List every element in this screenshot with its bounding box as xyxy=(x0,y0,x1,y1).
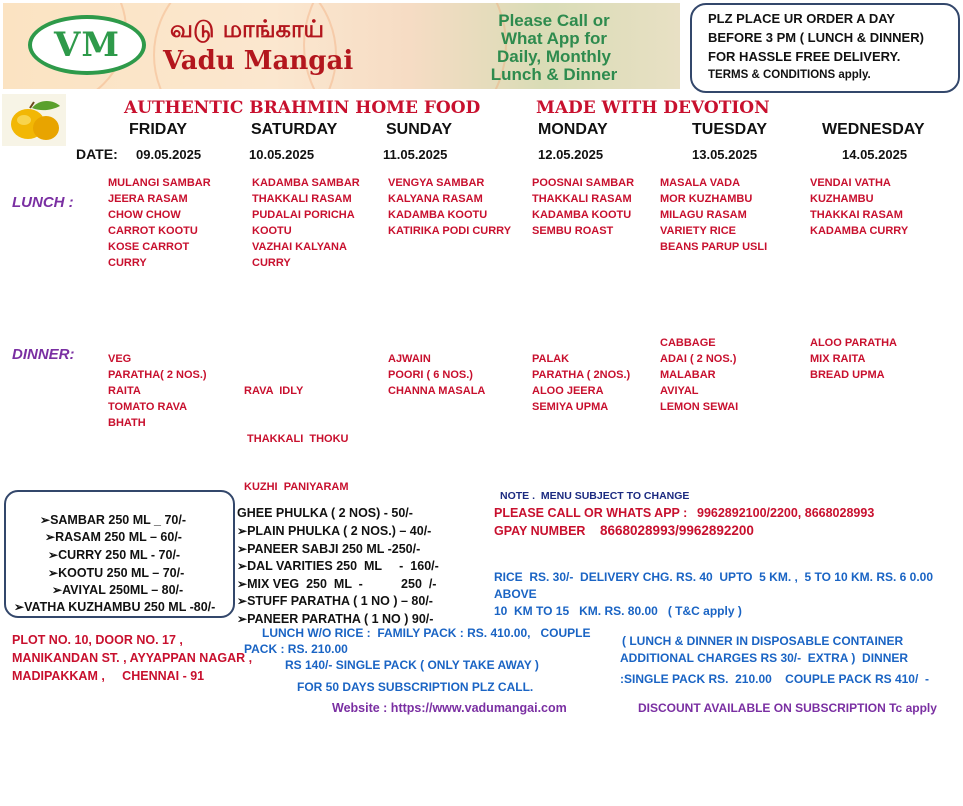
discount-note: DISCOUNT AVAILABLE ON SUBSCRIPTION Tc apply xyxy=(638,701,937,715)
dinner-label: DINNER: xyxy=(12,346,75,363)
menu-item: VEG xyxy=(108,353,132,365)
note-label: NOTE . xyxy=(500,490,536,502)
menu-item: BHATH xyxy=(108,417,146,429)
menu-item: SEMIYA UPMA xyxy=(532,401,609,413)
lunch-menu-friday xyxy=(108,175,211,271)
address-line: MANIKANDAN ST. , AYYAPPAN NAGAR , xyxy=(12,651,253,665)
menu-item: VENGYA SAMBAR xyxy=(388,177,485,189)
call-whatsapp-promo xyxy=(452,12,656,84)
menu-item: MALABAR xyxy=(660,369,716,381)
delivery-charge-line: 10 KM TO 15 KM. RS. 80.00 ( T&C apply ) xyxy=(494,604,742,618)
menu-item: CURRY xyxy=(252,257,291,269)
menu-item: VAZHAI KALYANA xyxy=(252,241,347,253)
menu-item: KALYANA RASAM xyxy=(388,193,483,205)
menu-item: PARATHA( 2 NOS.) xyxy=(108,369,207,381)
menu-item: KADAMBA SAMBAR xyxy=(252,177,360,189)
menu-item: PALAK xyxy=(532,353,570,365)
terms-text: TERMS & CONDITIONS xyxy=(708,69,836,81)
menu-item: KUZHAMBU xyxy=(810,193,874,205)
call-whatsapp-label: PLEASE CALL OR WHATS APP : xyxy=(494,506,688,520)
menu-item: THAKKALI RASAM xyxy=(532,193,632,205)
address-line: MADIPAKKAM , CHENNAI - 91 xyxy=(12,669,205,683)
promo-line: What App for xyxy=(500,29,608,48)
menu-item: BEANS PARUP USLI xyxy=(660,241,768,253)
vm-logo xyxy=(28,15,146,75)
price-text: VATHA KUZHAMBU 250 ML -80/- xyxy=(24,600,216,614)
date-monday: 12.05.2025 xyxy=(538,147,604,162)
menu-item: VENDAI VATHA xyxy=(810,177,891,189)
lunch-wo-rice-line: PACK : RS. 210.00 xyxy=(244,642,348,656)
menu-item: KOOTU xyxy=(252,225,292,237)
menu-item: THAKKAI RASAM xyxy=(810,209,903,221)
price-item: ➢AVIYAL 250ML – 80/- xyxy=(52,583,184,597)
dinner-menu-friday xyxy=(108,351,207,431)
day-header-tuesday: TUESDAY xyxy=(692,121,767,138)
order-line: BEFORE 3 PM ( LUNCH & DINNER) xyxy=(708,30,924,45)
menu-item: KADAMBA CURRY xyxy=(810,225,909,237)
extra-item: ➢PANEER PARATHA ( 1 NO ) 90/- xyxy=(237,612,434,626)
menu-item: JEERA RASAM xyxy=(108,193,188,205)
tamil-brand-name: வடு மாங்காய் xyxy=(170,15,325,43)
extra-text: STUFF PARATHA ( 1 NO ) – 80/- xyxy=(247,594,433,608)
extra-item: ➢PANEER SABJI 250 ML -250/- xyxy=(237,542,421,556)
mango-image xyxy=(2,94,66,146)
menu-item: MILAGU RASAM xyxy=(660,209,747,221)
delivery-charge-line: RICE RS. 30/- DELIVERY CHG. RS. 40 UPTO 5 KM. , 5 TO 10 KM. RS. 6 0.00 xyxy=(494,570,934,584)
day-header-monday: MONDAY xyxy=(538,121,608,138)
extra-text: MIX VEG 250 ML - 250 /- xyxy=(247,577,437,591)
price-item: ➢VATHA KUZHAMBU 250 ML -80/- xyxy=(14,600,216,614)
menu-item: SEMBU ROAST xyxy=(532,225,614,237)
lunch-wo-rice-line: LUNCH W/O RICE : FAMILY PACK : RS. 410.00, COUPLE xyxy=(262,626,591,640)
terms-line xyxy=(708,66,958,85)
menu-item: VARIETY RICE xyxy=(660,225,736,237)
price-item: ➢CURRY 250 ML - 70/- xyxy=(48,548,181,562)
extra-text: DAL VARITIES 250 ML - 160/- xyxy=(247,559,439,573)
menu-item: CHOW CHOW xyxy=(108,209,181,221)
order-line: FOR HASSLE FREE DELIVERY. xyxy=(708,49,901,64)
menu-item: POORI ( 6 NOS.) xyxy=(388,369,473,381)
promo-line: Daily, Monthly xyxy=(497,47,611,66)
dinner-menu-wednesday xyxy=(810,335,897,383)
date-tuesday: 13.05.2025 xyxy=(692,147,758,162)
menu-item: ALOO PARATHA xyxy=(810,337,897,349)
day-header-wednesday: WEDNESDAY xyxy=(822,121,925,138)
menu-item: TOMATO RAVA xyxy=(108,401,188,413)
extra-item: ➢MIX VEG 250 ML - 250 /- xyxy=(237,577,437,591)
menu-item: MASALA VADA xyxy=(660,177,741,189)
date-label: DATE: xyxy=(76,146,118,162)
lunch-wo-rice-line: RS 140/- SINGLE PACK ( ONLY TAKE AWAY ) xyxy=(285,658,539,672)
address-line: PLOT NO. 10, DOOR NO. 17 , xyxy=(12,633,183,647)
price-text: AVIYAL 250ML – 80/- xyxy=(62,583,184,597)
menu-item: AVIYAL xyxy=(660,385,699,397)
tagline-made-with-devotion: MADE WITH DEVOTION xyxy=(536,98,770,118)
gpay-label: GPAY NUMBER xyxy=(494,524,586,538)
container-note-line: ( LUNCH & DINNER IN DISPOSABLE CONTAINER xyxy=(622,634,904,648)
website-link[interactable]: Website : https://www.vadumangai.com xyxy=(332,701,567,715)
extra-text: PANEER SABJI 250 ML -250/- xyxy=(247,542,421,556)
menu-item: BREAD UPMA xyxy=(810,369,885,381)
lunch-menu-sunday xyxy=(388,175,511,239)
lunch-menu-monday xyxy=(532,175,634,239)
menu-item: AJWAIN xyxy=(388,353,431,365)
menu-item: CARROT KOOTU xyxy=(108,225,198,237)
subscription-call: FOR 50 DAYS SUBSCRIPTION PLZ CALL. xyxy=(297,680,534,694)
container-note-line: :SINGLE PACK RS. 210.00 COUPLE PACK RS 410/ - xyxy=(620,672,929,686)
price-text: CURRY 250 ML - 70/- xyxy=(58,548,181,562)
price-item: ➢KOOTU 250 ML – 70/- xyxy=(48,566,185,580)
day-header-sunday: SUNDAY xyxy=(386,121,453,138)
menu-item: MULANGI SAMBAR xyxy=(108,177,211,189)
menu-item: PARATHA ( 2NOS.) xyxy=(532,369,631,381)
price-item: ➢RASAM 250 ML – 60/- xyxy=(45,530,182,544)
date-friday: 09.05.2025 xyxy=(136,147,202,162)
menu-item: CURRY xyxy=(108,257,147,269)
extra-item: ➢DAL VARITIES 250 ML - 160/- xyxy=(237,559,439,573)
extra-text: PANEER PARATHA ( 1 NO ) 90/- xyxy=(247,612,434,626)
date-wednesday: 14.05.2025 xyxy=(842,147,908,162)
promo-line: Lunch & Dinner xyxy=(490,65,618,84)
order-notice-box xyxy=(690,3,960,93)
gpay-numbers: 8668028993/9962892200 xyxy=(600,523,754,538)
extra-item: ➢PLAIN PHULKA ( 2 NOS.) – 40/- xyxy=(237,524,432,538)
dinner-menu-tuesday xyxy=(660,335,738,415)
menu-item: POOSNAI SAMBAR xyxy=(532,177,635,189)
brand-name: Vadu Mangai xyxy=(163,46,354,76)
lunch-menu-wednesday xyxy=(810,175,908,239)
price-text: RASAM 250 ML – 60/- xyxy=(55,530,182,544)
lunch-label: LUNCH : xyxy=(12,194,74,211)
container-note-line: ADDITIONAL CHARGES RS 30/- EXTRA ) DINNER xyxy=(620,651,909,665)
menu-item: MOR KUZHAMBU xyxy=(660,193,753,205)
menu-item: KADAMBA KOOTU xyxy=(532,209,632,221)
extra-item: GHEE PHULKA ( 2 NOS) - 50/- xyxy=(237,506,413,520)
menu-item: KUZHI PANIYARAM xyxy=(244,481,349,493)
lunch-menu-tuesday xyxy=(660,175,767,255)
call-whatsapp-numbers: 9962892100/2200, 8668028993 xyxy=(697,506,875,520)
price-item: ➢SAMBAR 250 ML _ 70/- xyxy=(40,513,186,527)
dinner-menu-sunday xyxy=(388,351,485,399)
menu-item: MIX RAITA xyxy=(810,353,866,365)
dinner-menu-monday xyxy=(532,351,630,415)
date-sunday: 11.05.2025 xyxy=(383,147,448,162)
promo-line: Please Call or xyxy=(498,11,610,30)
day-header-saturday: SATURDAY xyxy=(251,121,338,138)
day-header-friday: FRIDAY xyxy=(129,121,188,138)
menu-item: ALOO JEERA xyxy=(532,385,604,397)
dinner-menu-saturday xyxy=(244,351,349,511)
order-line: PLZ PLACE UR ORDER A DAY xyxy=(708,11,896,26)
tagline-brahmin-home-food: AUTHENTIC BRAHMIN HOME FOOD xyxy=(124,98,481,118)
note-text: MENU SUBJECT TO CHANGE xyxy=(540,490,690,502)
menu-item: CHANNA MASALA xyxy=(388,385,486,397)
delivery-charge-line: ABOVE xyxy=(494,587,537,601)
terms-suffix: apply. xyxy=(838,69,871,81)
logo-text: VM xyxy=(53,25,120,65)
menu-item: ADAI ( 2 NOS.) xyxy=(660,353,737,365)
menu-item: KOSE CARROT xyxy=(108,241,190,253)
menu-item: LEMON SEWAI xyxy=(660,401,739,413)
menu-item: PUDALAI PORICHA xyxy=(252,209,355,221)
menu-item: RAVA IDLY xyxy=(244,385,304,397)
menu-item: THAKKALI THOKU xyxy=(244,433,349,445)
date-saturday: 10.05.2025 xyxy=(249,147,315,162)
price-text: SAMBAR 250 ML _ 70/- xyxy=(50,513,186,527)
menu-item: KATIRIKA PODI CURRY xyxy=(388,225,512,237)
menu-item: CABBAGE xyxy=(660,337,716,349)
price-text: KOOTU 250 ML – 70/- xyxy=(58,566,185,580)
menu-item: KADAMBA KOOTU xyxy=(388,209,488,221)
lunch-menu-saturday xyxy=(252,175,360,271)
extra-text: PLAIN PHULKA ( 2 NOS.) – 40/- xyxy=(247,524,432,538)
menu-item: RAITA xyxy=(108,385,141,397)
extra-item: ➢STUFF PARATHA ( 1 NO ) – 80/- xyxy=(237,594,433,608)
note-line xyxy=(500,490,689,502)
menu-item: THAKKALI RASAM xyxy=(252,193,352,205)
